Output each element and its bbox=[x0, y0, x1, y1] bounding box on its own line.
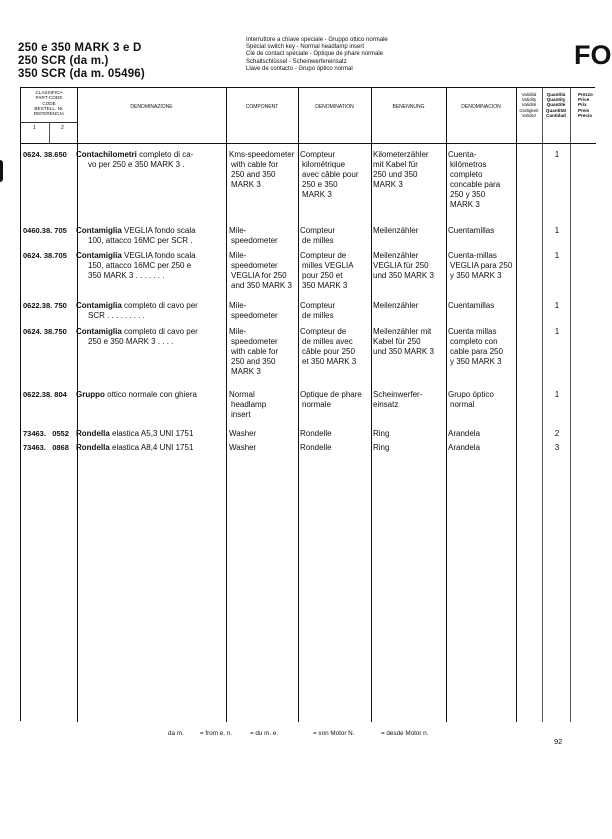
description-it bbox=[76, 226, 206, 246]
quantity: 1 bbox=[554, 226, 560, 235]
text-line: einsatz bbox=[373, 400, 399, 409]
description-it bbox=[76, 327, 206, 347]
benennung-de bbox=[373, 301, 443, 311]
text-line: with cable for bbox=[231, 347, 279, 356]
description-text: elastica A8,4 UNI 1751 bbox=[109, 443, 194, 452]
text-line: 250 and 350 bbox=[231, 357, 276, 366]
description-text: VEGLIA fondo scala bbox=[121, 251, 196, 260]
part-code: 0624. 38.705 bbox=[23, 251, 67, 260]
text-line: 250 und 350 bbox=[373, 170, 418, 179]
text-line: Compteur bbox=[300, 301, 336, 310]
component-en bbox=[229, 251, 299, 291]
denominacion-es bbox=[448, 301, 518, 311]
text-line: kilométrique bbox=[302, 160, 346, 169]
text-line: avec câble pour bbox=[302, 170, 359, 179]
header-denominacion: DENOMINACION bbox=[461, 104, 501, 110]
text-line: speedometer bbox=[231, 236, 278, 245]
text-line: y 350 MARK 3 bbox=[450, 357, 502, 366]
text-line: de milles bbox=[302, 236, 334, 245]
text-line: Arandela bbox=[448, 443, 481, 452]
text-line: Compteur bbox=[300, 226, 336, 235]
description-line bbox=[76, 327, 206, 337]
description-line: 150, attacco 16MC per 250 e bbox=[88, 261, 192, 270]
column-divider bbox=[570, 88, 571, 722]
description-line: 250 e 350 MARK 3 . . . . bbox=[88, 337, 174, 346]
description-it bbox=[76, 429, 206, 439]
text-line: speedometer bbox=[231, 337, 278, 346]
denomination-fr bbox=[300, 429, 370, 439]
text-line: Mile- bbox=[229, 327, 247, 336]
classification-sub-2: 2 bbox=[61, 125, 64, 131]
description-text: completo di cavo per bbox=[121, 327, 198, 336]
denomination-fr bbox=[300, 390, 370, 410]
description-line: Special switch key - Normal headlamp insert bbox=[246, 44, 365, 51]
text-line: y 350 MARK 3 bbox=[450, 271, 502, 280]
denominacion-es bbox=[448, 150, 518, 210]
text-line: Washer bbox=[229, 443, 257, 452]
text-line: Cuenta millas bbox=[448, 327, 497, 336]
text-line: completo con bbox=[450, 337, 498, 346]
model-line: 350 SCR (da m. 05496) bbox=[18, 68, 145, 80]
description-text: ottico normale con ghiera bbox=[104, 390, 197, 399]
description-line bbox=[76, 429, 206, 439]
quantity: 2 bbox=[554, 429, 560, 438]
text-line: completo bbox=[450, 170, 483, 179]
denominacion-es bbox=[448, 443, 518, 453]
text-line: Cuentamillas bbox=[448, 226, 495, 235]
description-line: 100, attacco 16MC per SCR . bbox=[88, 236, 193, 245]
description-keyword: Contamiglia bbox=[76, 251, 122, 260]
description-line: Interruttore a chiave speciale - Gruppo ottico normale bbox=[246, 37, 388, 43]
description-it bbox=[76, 390, 206, 400]
part-code: 0624. 38.750 bbox=[23, 327, 67, 336]
text-line: Meilenzähler bbox=[373, 251, 419, 260]
description-text: completo di ca- bbox=[136, 150, 194, 159]
component-en bbox=[229, 226, 299, 246]
text-line: MARK 3 bbox=[302, 190, 332, 199]
quantity: 3 bbox=[554, 443, 560, 452]
description-keyword: Gruppo bbox=[76, 390, 105, 399]
text-line: 250 and 350 bbox=[231, 170, 276, 179]
header-quantity: Quantità Quantity Quantité Quantität Cantidad bbox=[545, 92, 567, 118]
description-text: elastica A5,3 UNI 1751 bbox=[109, 429, 194, 438]
denominacion-es bbox=[448, 251, 518, 281]
description-line: Schaltschlüssel - Scheinwerfereinsatz bbox=[246, 58, 347, 65]
text-line: MARK 3 bbox=[373, 180, 403, 189]
text-line: cable para 250 bbox=[450, 347, 503, 356]
description-line bbox=[76, 390, 206, 400]
component-en bbox=[229, 443, 299, 453]
part-code: 73463. 0552 bbox=[23, 429, 69, 438]
benennung-de bbox=[373, 390, 443, 410]
text-line: Rondelle bbox=[300, 429, 332, 438]
column-divider bbox=[446, 88, 447, 722]
column-divider bbox=[77, 88, 78, 722]
description-line: vo per 250 e 350 MARK 3 . bbox=[88, 160, 185, 169]
description-text: VEGLIA fondo scala bbox=[121, 226, 196, 235]
text-line: headlamp bbox=[231, 400, 267, 409]
text-line: Cuenta-millas bbox=[448, 251, 497, 260]
column-divider bbox=[542, 88, 543, 722]
text-line: speedometer bbox=[231, 261, 278, 270]
denomination-fr bbox=[300, 251, 370, 291]
text-line: und 350 MARK 3 bbox=[373, 347, 434, 356]
part-code: 73463. 0868 bbox=[23, 443, 69, 452]
text-line: Arandela bbox=[448, 429, 481, 438]
description-it bbox=[76, 443, 206, 453]
model-list bbox=[18, 42, 218, 81]
benennung-de bbox=[373, 327, 443, 357]
header-validity: Validità Validity Validité Gültigkeit Validez bbox=[519, 92, 539, 118]
part-code: 0460.38. 705 bbox=[23, 226, 67, 235]
text-line: câble pour 250 bbox=[302, 347, 355, 356]
text-line: Compteur bbox=[300, 150, 336, 159]
text-line: Ring bbox=[373, 443, 390, 452]
text-line: Scheinwerfer- bbox=[373, 390, 423, 399]
description-keyword: Contamiglia bbox=[76, 327, 122, 336]
header-component: COMPONENT bbox=[245, 104, 279, 110]
text-line: pour 250 et bbox=[302, 271, 343, 280]
text-line: Cuentamillas bbox=[448, 301, 495, 310]
denomination-fr bbox=[300, 301, 370, 321]
column-divider bbox=[226, 88, 227, 722]
description-line bbox=[76, 150, 206, 160]
text-line: und 350 MARK 3 bbox=[373, 271, 434, 280]
text-line: de milles avec bbox=[302, 337, 353, 346]
text-line: Kabel für 250 bbox=[373, 337, 421, 346]
quantity: 1 bbox=[554, 301, 560, 310]
text-line: Mile- bbox=[229, 226, 247, 235]
classification-header: CLASSIFICA PART-CODE CODE BESTELL. Nr. REFERENCIA bbox=[33, 90, 65, 117]
component-en bbox=[229, 390, 299, 420]
header-benennung: BENENNUNG bbox=[392, 104, 425, 110]
quantity: 1 bbox=[554, 251, 560, 260]
text-line: de milles bbox=[302, 311, 334, 320]
text-line: Normal bbox=[229, 390, 255, 399]
text-line: kilómetros bbox=[450, 160, 487, 169]
text-line: VEGLIA for 250 bbox=[231, 271, 287, 280]
header-price: Prezzo Price Prix Preis Precio bbox=[578, 92, 593, 118]
denominacion-es bbox=[448, 429, 518, 439]
text-line: Optique de phare bbox=[300, 390, 362, 399]
page-number: 92 bbox=[554, 737, 563, 746]
part-code: 0622.38. 750 bbox=[23, 301, 67, 310]
column-divider bbox=[371, 88, 372, 722]
text-line: with cable for bbox=[231, 160, 279, 169]
description-line bbox=[76, 443, 206, 453]
quantity: 1 bbox=[554, 150, 560, 159]
text-line: MARK 3 bbox=[450, 200, 480, 209]
description-line: SCR . . . . . . . . . bbox=[88, 311, 145, 320]
description-it bbox=[76, 251, 206, 281]
text-line: Kms-speedometer bbox=[229, 150, 295, 159]
part-code: 0624. 38.650 bbox=[23, 150, 67, 159]
description-text: completo di cavo per bbox=[121, 301, 198, 310]
denomination-fr bbox=[300, 226, 370, 246]
description-keyword: Contachilometri bbox=[76, 150, 137, 159]
quantity: 1 bbox=[554, 390, 560, 399]
part-code: 0622.38. 804 bbox=[23, 390, 67, 399]
description-it bbox=[76, 150, 206, 170]
component-en bbox=[229, 150, 299, 190]
text-line: Grupo óptico bbox=[448, 390, 494, 399]
text-line: 250 y 350 bbox=[450, 190, 486, 199]
text-line: Kilometerzähler bbox=[373, 150, 429, 159]
text-line: mit Kabel für bbox=[373, 160, 418, 169]
footer-from-en: = from e. n. bbox=[200, 730, 233, 737]
description-it bbox=[76, 301, 206, 321]
classification-sub-divider bbox=[49, 122, 50, 143]
header-denomination: DENOMINATION bbox=[315, 104, 354, 110]
parts-table bbox=[20, 87, 595, 721]
text-line: Washer bbox=[229, 429, 257, 438]
description-keyword: Contamiglia bbox=[76, 226, 122, 235]
text-line: Meilenzähler bbox=[373, 226, 419, 235]
description-line bbox=[76, 251, 206, 261]
component-en bbox=[229, 429, 299, 439]
text-line: and 350 MARK 3 bbox=[231, 281, 292, 290]
footer-du-me: = du m. e. bbox=[250, 730, 279, 737]
denominacion-es bbox=[448, 327, 518, 367]
footer-da-m: da m. bbox=[168, 730, 184, 737]
description-keyword: Contamiglia bbox=[76, 301, 122, 310]
footer-desde-motor: = desde Motor n. bbox=[381, 730, 429, 737]
benennung-de bbox=[373, 429, 443, 439]
description-line: 350 MARK 3 . . . . . . . bbox=[88, 271, 165, 280]
section-mark: FO bbox=[574, 40, 612, 70]
text-line: VEGLIA für 250 bbox=[373, 261, 429, 270]
text-line: insert bbox=[231, 410, 251, 419]
denominacion-es bbox=[448, 226, 518, 236]
classification-sub-1: 1 bbox=[33, 125, 36, 131]
component-en bbox=[229, 301, 299, 321]
text-line: Mile- bbox=[229, 251, 247, 260]
text-line: Compteur de bbox=[300, 327, 347, 336]
quantity: 1 bbox=[554, 327, 560, 336]
component-en bbox=[229, 327, 299, 377]
model-line: 250 SCR (da m.) bbox=[18, 55, 109, 67]
denomination-fr bbox=[300, 327, 370, 367]
text-line: normale bbox=[302, 400, 331, 409]
text-line: 350 MARK 3 bbox=[302, 281, 348, 290]
description-keyword: Rondella bbox=[76, 443, 110, 452]
model-line: 250 e 350 MARK 3 e D bbox=[18, 42, 142, 54]
binding-mark bbox=[0, 160, 3, 182]
text-line: Cuenta- bbox=[448, 150, 477, 159]
text-line: 250 e 350 bbox=[302, 180, 338, 189]
benennung-de bbox=[373, 443, 443, 453]
text-line: normal bbox=[450, 400, 475, 409]
text-line: Meilenzähler bbox=[373, 301, 419, 310]
text-line: MARK 3 bbox=[231, 367, 261, 376]
denomination-fr bbox=[300, 443, 370, 453]
denominacion-es bbox=[448, 390, 518, 410]
text-line: Ring bbox=[373, 429, 390, 438]
header-denominazione: DENOMINAZIONE bbox=[130, 104, 173, 110]
text-line: concable para bbox=[450, 180, 501, 189]
description-line bbox=[76, 226, 206, 236]
denomination-fr bbox=[300, 150, 370, 200]
group-description bbox=[246, 37, 566, 73]
text-line: MARK 3 bbox=[231, 180, 261, 189]
text-line: speedometer bbox=[231, 311, 278, 320]
text-line: VEGLIA para 250 bbox=[450, 261, 513, 270]
text-line: Compteur de bbox=[300, 251, 347, 260]
benennung-de bbox=[373, 251, 443, 281]
description-line: Llave de contacto - Grupo óptico normal bbox=[246, 65, 353, 72]
text-line: milles VEGLIA bbox=[302, 261, 354, 270]
description-line: Clé de contact spéciale - Optique de phare normale bbox=[246, 51, 384, 58]
header-rule bbox=[21, 143, 596, 144]
description-keyword: Rondella bbox=[76, 429, 110, 438]
footer-von-motor: = von Motor N. bbox=[313, 730, 355, 737]
benennung-de bbox=[373, 150, 443, 190]
description-line bbox=[76, 301, 206, 311]
benennung-de bbox=[373, 226, 443, 236]
text-line: Meilenzähler mit bbox=[373, 327, 432, 336]
text-line: et 350 MARK 3 bbox=[302, 357, 357, 366]
text-line: Rondelle bbox=[300, 443, 332, 452]
text-line: Mile- bbox=[229, 301, 247, 310]
